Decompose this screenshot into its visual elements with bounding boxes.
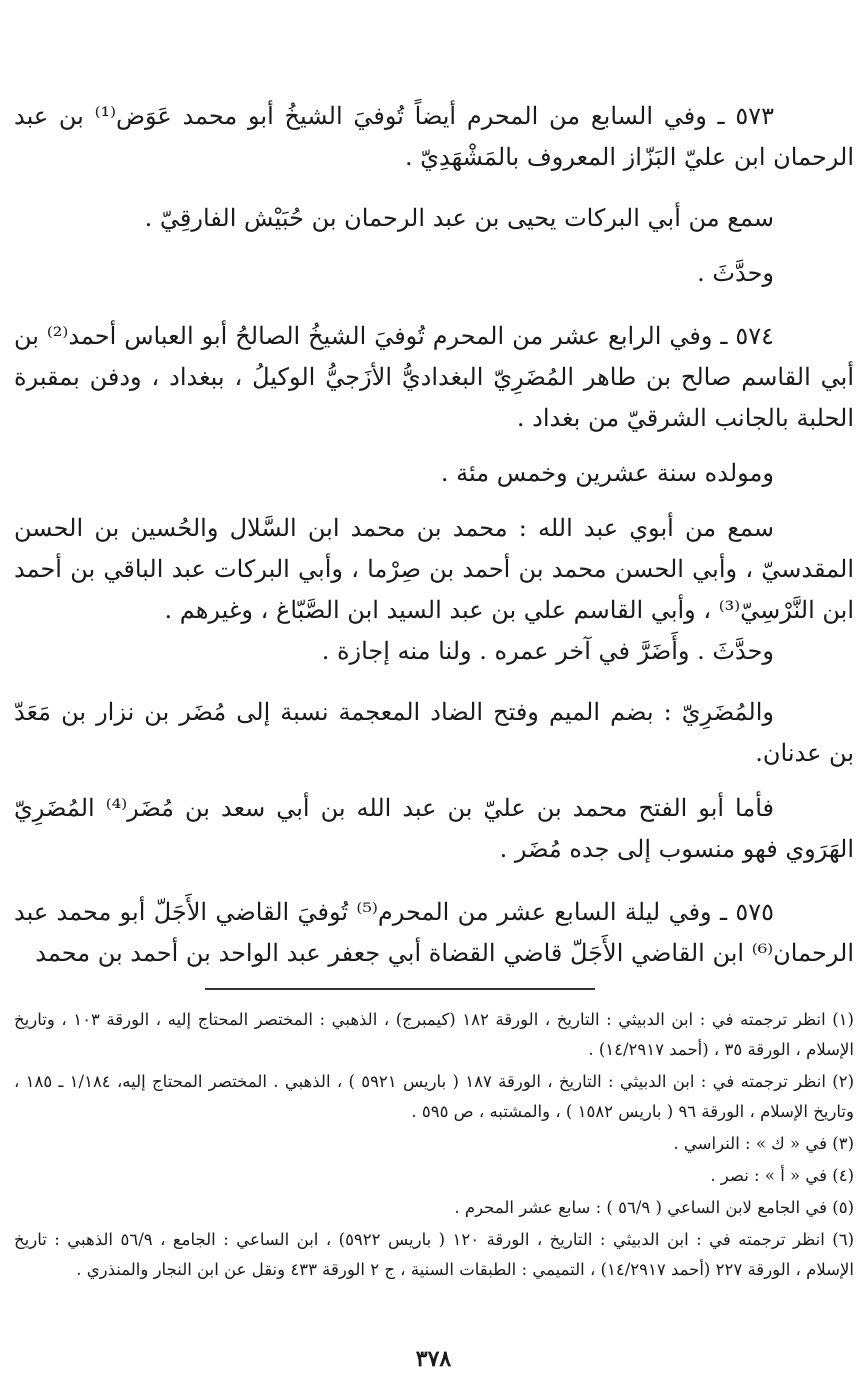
page-number: ٣٧٨ <box>415 1346 452 1372</box>
entry-574: ٥٧٤ ـ وفي الرابع عشر من المحرم تُوفيَ الشيخُ الصالحُ أبو العباس أحمد⁽²⁾ بن أبي القاسم صالح بن طاهر المُضَرِيّ البغداديُّ الأزَجيُّ الوكيلُ ، ببغداد ، ودفن بمقبرة الحلبة بالجانب الشرقيّ من بغداد . <box>14 322 854 432</box>
footnote-4: (٤) في « أ » : نصر . <box>710 1166 854 1185</box>
footnote-2: (٢) انظر ترجمته في : ابن الدبيثي : التاريخ ، الورقة ١٨٧ ( باريس ٥٩٢١ ) ، الذهبي . المختصر المحتاج إليه، ١/١٨٤ ـ ١٨٥ ، وتاريخ الإسلام ، الورقة ٩٦ ( باريس ١٥٨٢ ) ، والمشتبه ، ص ٥٩٥ . <box>14 1072 854 1121</box>
entry-574-heard-from: سمع من أبوي عبد الله : محمد بن محمد ابن السَّلال والحُسين بن الحسن المقدسيّ ، وأبي الحسن محمد بن أحمد بن صِرْما ، وأبي البركات عبد الباقي بن أحمد ابن النَّرْسِيّ⁽³⁾ ، وأبي القاسم علي بن عبد السيد ابن الصَّبّاغ ، وغيرهم . <box>14 514 854 624</box>
page-body <box>14 96 854 974</box>
entry-573-narrated: وحدَّثَ . <box>697 259 774 287</box>
entry-575: ٥٧٥ ـ وفي ليلة السابع عشر من المحرم⁽⁵⁾ تُوفيَ القاضي الأَجَلّ أبو محمد عبد الرحمان⁽⁶⁾ ابن القاضي الأَجَلّ قاضي القضاة أبي جعفر عبد الواحد بن أحمد بن محمد <box>14 898 854 967</box>
footnote-6: (٦) انظر ترجمته في : ابن الدبيثي : التاريخ ، الورقة ١٢٠ ( باريس ٥٩٢٢) ، ابن الساعي : الجامع ، ٥٦/٩ الذهبي : تاريخ الإسلام ، الورقة ٢٢٧ (أحمد ١٤/٢٩١٧) ، التميمي : الطبقات السنية ، ج ٢ الورقة ٤٣٣ ونقل عن ابن النجار والمنذري . <box>14 1230 854 1279</box>
footnote-3: (٣) في « ك » : النراسي . <box>673 1134 854 1153</box>
note-mudari: والمُضَرِيّ : بضم الميم وفتح الضاد المعجمة نسبة إلى مُضَر بن نزار بن مَعَدّ بن عدنان. <box>14 698 854 767</box>
footnotes <box>14 1005 854 1287</box>
footnote-5: (٥) في الجامع لابن الساعي ( ٥٦/٩ ) : سابع عشر المحرم . <box>454 1198 854 1217</box>
entry-573-heard-from: سمع من أبي البركات يحيى بن عبد الرحمان بن حُبَيْش الفارقِيّ . <box>144 204 774 232</box>
footnote-divider <box>205 988 595 990</box>
note-abu-al-fath: فأما أبو الفتح محمد بن عليّ بن عبد الله بن أبي سعد بن مُضَر⁽⁴⁾ المُضَرِيّ الهَرَوي فهو منسوب إلى جده مُضَر . <box>14 794 854 863</box>
entry-574-narrated: وحدَّثَ . وأَضَرَّ في آخر عمره . ولنا منه إجازة . <box>321 637 774 665</box>
entry-574-birth: ومولده سنة عشرين وخمس مئة . <box>440 459 774 487</box>
footnote-1: (١) انظر ترجمته في : ابن الدبيثي : التاريخ ، الورقة ١٨٢ (كيمبرج) ، الذهبي : المختصر المحتاج إليه ، الورقة ١٠٣ ، وتاريخ الإسلام ، الورقة ٣٥ ، (أحمد ١٤/٢٩١٧) . <box>14 1010 854 1059</box>
entry-573: ٥٧٣ ـ وفي السابع من المحرم أيضاً تُوفيَ الشيخُ أبو محمد عَوَض⁽¹⁾ بن عبد الرحمان ابن عليّ البَزّاز المعروف بالمَشْهَدِيّ . <box>14 102 854 171</box>
